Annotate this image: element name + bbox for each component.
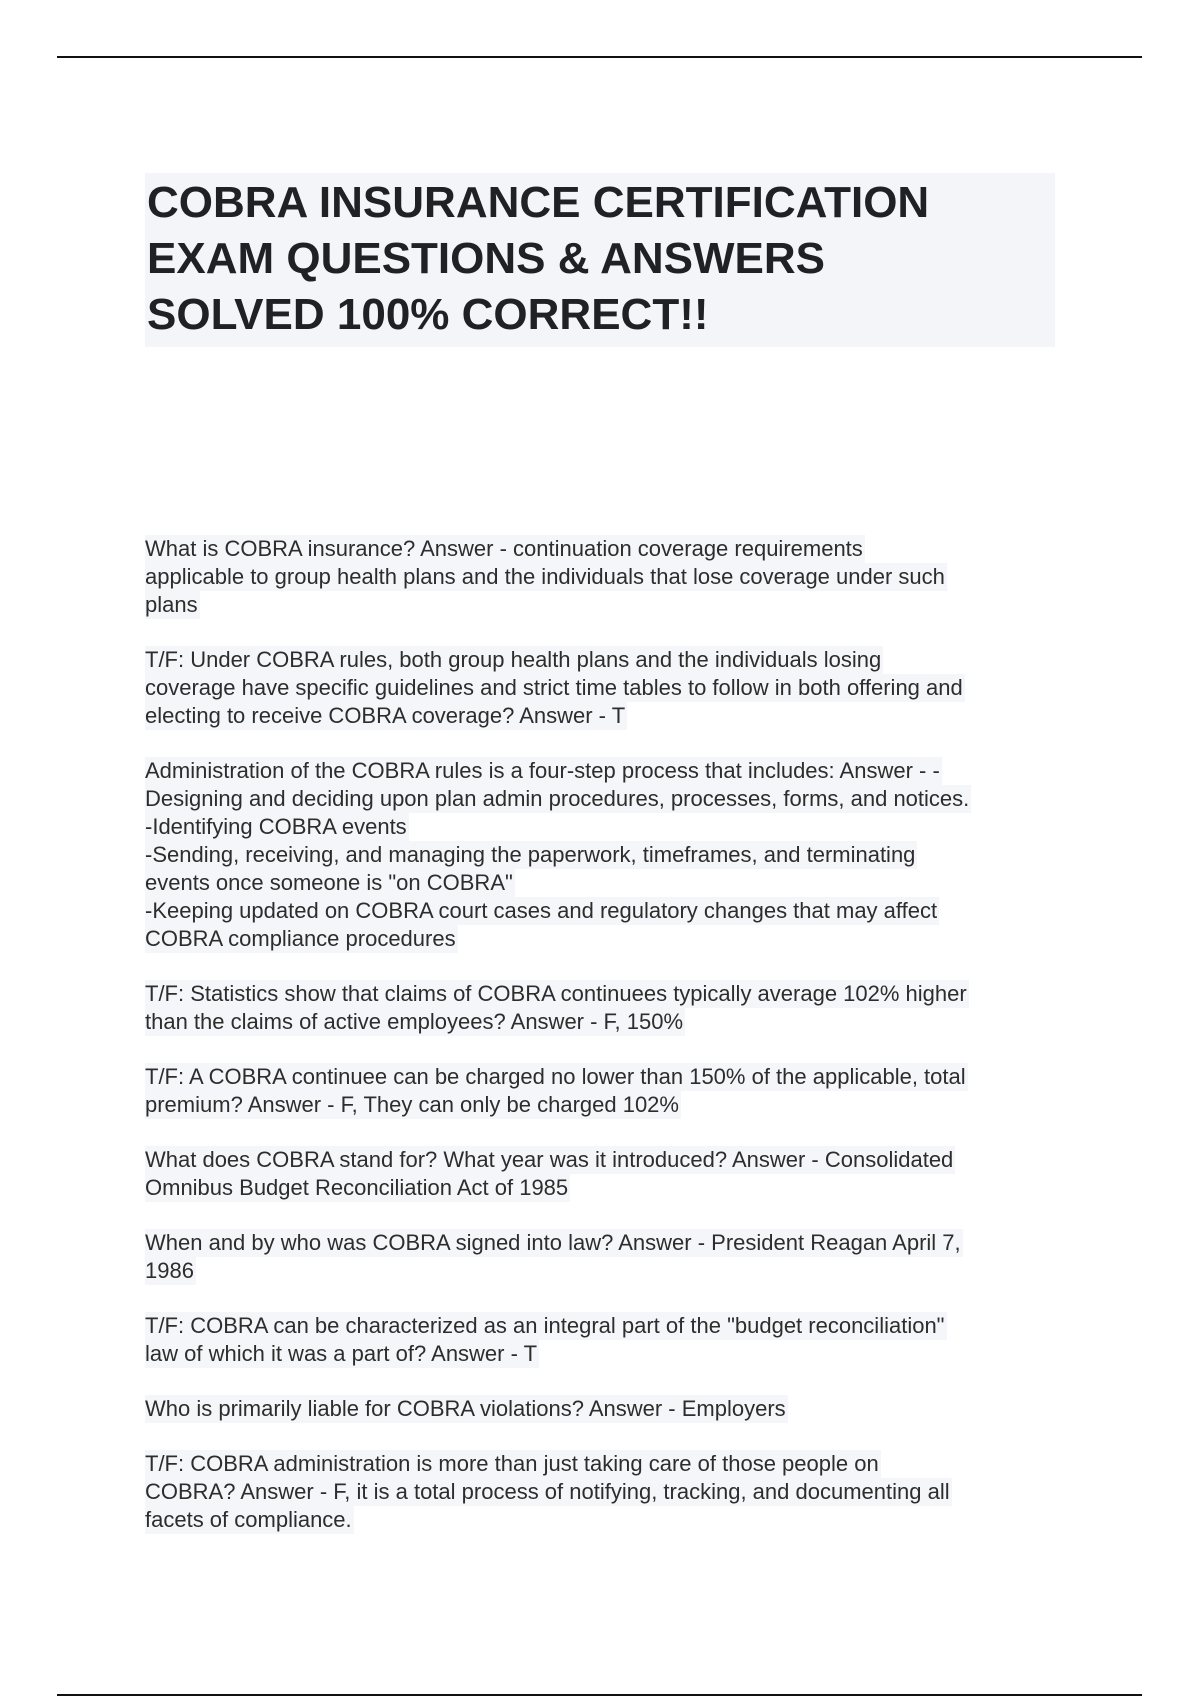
- qa-text-line: What does COBRA stand for? What year was it introduced? Answer - Consolidated: [145, 1147, 954, 1172]
- qa-text-line: Designing and deciding upon plan admin procedures, processes, forms, and notices.: [145, 786, 970, 811]
- qa-text-line: law of which it was a part of? Answer - T: [145, 1341, 538, 1366]
- qa-text-line: plans: [145, 592, 198, 617]
- qa-text-line: events once someone is "on COBRA": [145, 870, 513, 895]
- qa-text-line: than the claims of active employees? Answer - F, 150%: [145, 1009, 684, 1034]
- qa-text-line: applicable to group health plans and the individuals that lose coverage under such: [145, 564, 945, 589]
- qa-text-line: Administration of the COBRA rules is a four-step process that includes: Answer - -: [145, 758, 940, 783]
- qa-text-line: T/F: Statistics show that claims of COBRA continuees typically average 102% higher: [145, 981, 967, 1006]
- qa-item: [145, 1146, 1065, 1202]
- qa-item: [145, 1450, 1065, 1534]
- qa-text-line: T/F: Under COBRA rules, both group health plans and the individuals losing: [145, 647, 882, 672]
- qa-text-line: premium? Answer - F, They can only be charged 102%: [145, 1092, 679, 1117]
- qa-text-line: COBRA compliance procedures: [145, 926, 456, 951]
- qa-text-line: T/F: COBRA can be characterized as an integral part of the "budget reconciliation": [145, 1313, 945, 1338]
- top-rule: [57, 56, 1142, 58]
- qa-text-line: 1986: [145, 1258, 194, 1283]
- qa-item: [145, 1229, 1065, 1285]
- qa-text-line: When and by who was COBRA signed into law? Answer - President Reagan April 7,: [145, 1230, 961, 1255]
- qa-text-line: T/F: A COBRA continuee can be charged no lower than 150% of the applicable, total: [145, 1064, 966, 1089]
- qa-text-line: Who is primarily liable for COBRA violations? Answer - Employers: [145, 1396, 786, 1421]
- title-line: COBRA INSURANCE CERTIFICATION: [147, 178, 930, 227]
- qa-text-line: T/F: COBRA administration is more than just taking care of those people on: [145, 1451, 879, 1476]
- qa-item: [145, 1312, 1065, 1368]
- qa-text-line: -Sending, receiving, and managing the paperwork, timeframes, and terminating: [145, 842, 916, 867]
- qa-text-line: What is COBRA insurance? Answer - continuation coverage requirements: [145, 536, 863, 561]
- qa-text-line: -Identifying COBRA events: [145, 814, 407, 839]
- qa-item: [145, 980, 1065, 1036]
- qa-item: [145, 646, 1065, 730]
- qa-text-line: facets of compliance.: [145, 1507, 352, 1532]
- qa-text-line: coverage have specific guidelines and strict time tables to follow in both offering and: [145, 675, 963, 700]
- qa-text-line: -Keeping updated on COBRA court cases and regulatory changes that may affect: [145, 898, 938, 923]
- qa-text-line: Omnibus Budget Reconciliation Act of 1985: [145, 1175, 569, 1200]
- qa-item: [145, 1063, 1065, 1119]
- qa-item: [145, 1395, 1065, 1423]
- document-title: [145, 173, 1055, 347]
- bottom-rule: [57, 1694, 1142, 1696]
- qa-item: [145, 757, 1065, 953]
- qa-text-line: electing to receive COBRA coverage? Answer - T: [145, 703, 626, 728]
- qa-list: [145, 535, 1065, 1561]
- qa-item: [145, 535, 1065, 619]
- title-line: SOLVED 100% CORRECT!!: [147, 290, 709, 339]
- title-line: EXAM QUESTIONS & ANSWERS: [147, 234, 825, 283]
- qa-text-line: COBRA? Answer - F, it is a total process of notifying, tracking, and documenting all: [145, 1479, 950, 1504]
